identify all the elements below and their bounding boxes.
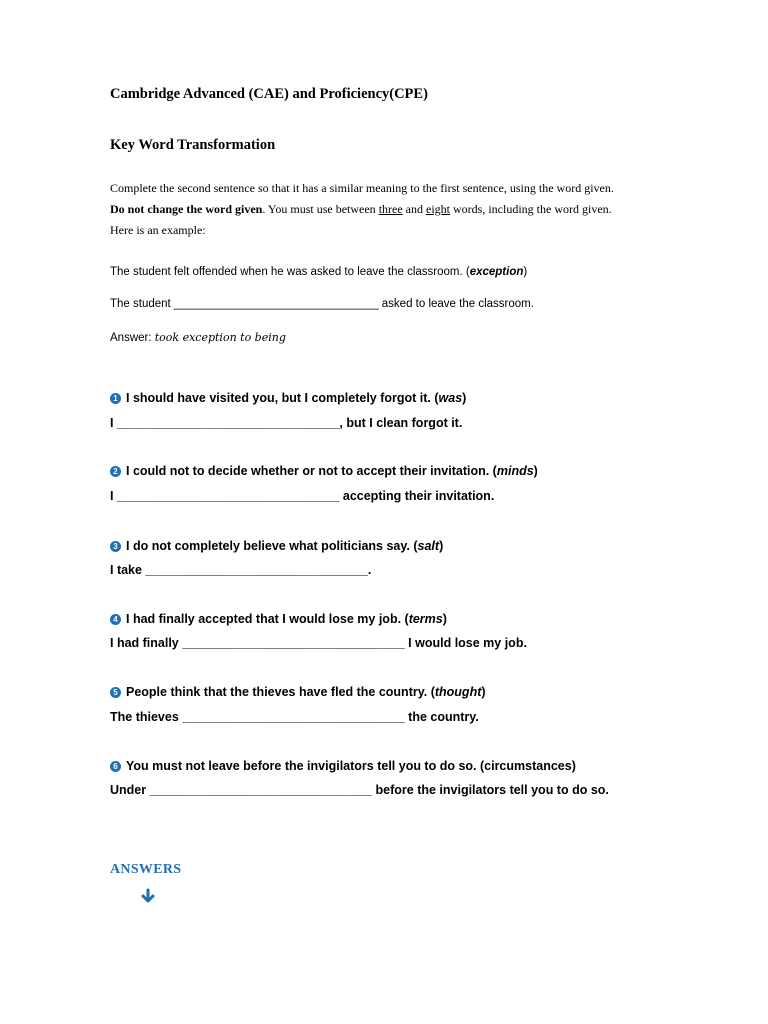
number-badge-icon: 6	[110, 761, 121, 772]
question-4-gap: I had finally ________________________________ I would lose my job.	[110, 636, 527, 650]
question-text: I had finally accepted that I would lose my job. (	[126, 612, 409, 626]
question-text: People think that the thieves have fled the country. (	[126, 685, 435, 699]
instructions	[110, 178, 614, 241]
question-keyword: terms	[408, 612, 443, 626]
question-text: I should have visited you, but I completely forgot it. (	[126, 391, 439, 405]
question-text: I do not completely believe what politicians say. (	[126, 539, 418, 553]
question-3-gap: I take ________________________________.	[110, 563, 372, 577]
question-close: )	[533, 464, 538, 478]
instruction-line-3: Here is an example:	[110, 223, 206, 237]
instruction-three: three	[378, 202, 403, 216]
question-1	[110, 391, 466, 405]
question-6-gap: Under ________________________________ before the invigilators tell you to do so.	[110, 783, 609, 797]
instruction-line-2	[110, 199, 614, 220]
instruction-and: and	[402, 202, 426, 216]
question-3	[110, 539, 443, 553]
question-keyword: salt	[417, 539, 440, 553]
number-badge-icon: 2	[110, 466, 121, 477]
question-keyword: thought	[434, 685, 482, 699]
instruction-mid: . You must use between	[262, 202, 379, 216]
section-title: Key Word Transformation	[110, 137, 276, 153]
question-5-gap: The thieves ________________________________ the country.	[110, 710, 479, 724]
number-badge-icon: 3	[110, 541, 121, 552]
arrow-down-icon[interactable]	[140, 888, 156, 904]
example-keyword: exception	[469, 266, 524, 278]
example-sentence	[110, 266, 527, 278]
instruction-eight: eight	[426, 202, 450, 216]
document-title: Cambridge Advanced (CAE) and Proficiency(CPE)	[110, 86, 428, 102]
question-4	[110, 612, 447, 626]
example-answer-text: took exception to being	[154, 331, 286, 344]
example-sentence-close: )	[523, 266, 528, 278]
example-sentence-text: The student felt offended when he was asked to leave the classroom. (	[110, 266, 470, 278]
answers-heading: ANSWERS	[110, 862, 182, 877]
number-badge-icon: 5	[110, 687, 121, 698]
example-answer	[110, 331, 286, 344]
question-keyword: was	[438, 391, 463, 405]
example-answer-label: Answer:	[110, 332, 155, 344]
question-5	[110, 685, 486, 699]
question-close: )	[481, 685, 486, 699]
instruction-bold: Do not change the word given	[110, 202, 263, 216]
question-2	[110, 464, 538, 478]
question-text: I could not to decide whether or not to accept their invitation. (	[126, 464, 497, 478]
question-keyword: minds	[496, 464, 534, 478]
number-badge-icon: 1	[110, 393, 121, 404]
question-2-gap: I ________________________________ accepting their invitation.	[110, 489, 495, 503]
question-1-gap: I ________________________________, but I clean forgot it.	[110, 416, 463, 430]
instruction-end: words, including the word given.	[450, 202, 612, 216]
example-gap-sentence: The student ________________________________ asked to leave the classroom.	[110, 298, 534, 310]
question-close: )	[442, 612, 447, 626]
question-text: You must not leave before the invigilators tell you to do so. (circumstances)	[126, 759, 576, 773]
instruction-line-1: Complete the second sentence so that it has a similar meaning to the first sentence, using the word given.	[110, 181, 614, 195]
question-close: )	[439, 539, 444, 553]
number-badge-icon: 4	[110, 614, 121, 625]
question-close: )	[462, 391, 467, 405]
question-6	[110, 759, 576, 773]
